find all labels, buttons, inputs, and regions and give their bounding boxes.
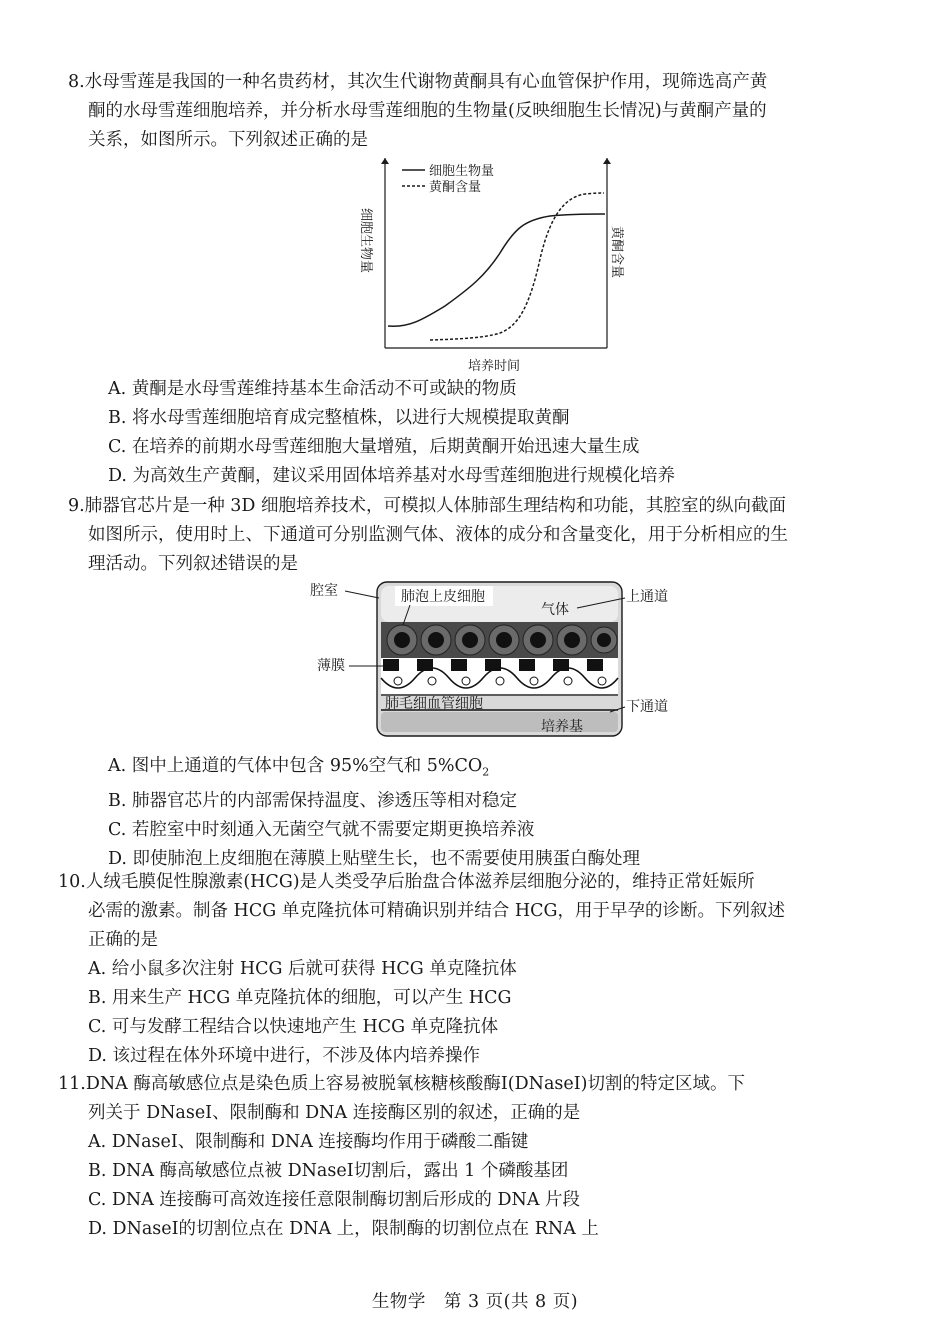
q9-option-b[interactable]: B. 肺器官芯片的内部需保持温度、渗透压等相对稳定 [108,790,517,811]
q8-legend-dashed-label: 黄酮含量 [429,180,482,195]
q11-option-c[interactable]: C. DNA 连接酶可高效连接任意限制酶切割后形成的 DNA 片段 [88,1190,581,1210]
q10-stem-line-2: 必需的激素。制备 HCG 单克隆抗体可精确识别并结合 HCG，用于早孕的诊断。下列叙述 [88,901,785,921]
q8-option-b[interactable]: B. 将水母雪莲细胞培育成完整植株，以进行大规模提取黄酮 [108,408,570,428]
q8-right-arrow [603,158,611,164]
question-10 [58,868,888,1071]
q8-option-a[interactable]: A. 黄酮是水母雪莲维持基本生命活动不可或缺的物质 [108,379,517,399]
q9-label-lower-channel: 下通道 [626,699,668,715]
page-footer: 生物学 第 3 页(共 8 页) [371,1292,579,1312]
q9-stem-line-1: 9.肺器官芯片是一种 3D 细胞培养技术，可模拟人体肺部生理结构和功能，其腔室的纵向截面 [68,496,786,516]
q8-legend-solid-label: 细胞生物量 [429,164,495,179]
question-11 [58,1070,888,1244]
q9-co2-subscript: 2 [482,765,490,779]
q10-stem-line-1: 10.人绒毛膜促性腺激素(HCG)是人类受孕后胎盘合体滋养层细胞分泌的，维持正常妊娠所 [58,872,755,892]
q11-number: 11. [58,1074,86,1094]
q10-option-a[interactable]: A. 给小鼠多次注射 HCG 后就可获得 HCG 单克隆抗体 [88,959,517,979]
q9-option-d[interactable]: D. 即使肺泡上皮细胞在薄膜上贴壁生长，也不需要使用胰蛋白酶处理 [108,848,641,869]
q9-label-upper-channel: 上通道 [626,589,668,605]
q10-number: 10. [58,872,86,892]
q11-stem-line-2: 列关于 DNaseⅠ、限制酶和 DNA 连接酶区别的叙述，正确的是 [88,1103,581,1123]
q10-option-d[interactable]: D. 该过程在体外环境中进行，不涉及体内培养操作 [88,1046,481,1066]
q8-number: 8. [68,72,85,92]
q9-label-medium: 培养基 [541,719,583,735]
q8-xlabel: 培养时间 [468,359,521,374]
q9-leader-chamber [345,591,379,598]
q8-growth-chart [350,158,624,376]
q8-left-arrow [381,158,389,164]
q9-options [88,752,888,874]
q9-lung-chip-diagram [305,578,690,740]
q9-option-a[interactable]: A. 图中上通道的气体中包含 95%空气和 $5\%CO_2$ [108,756,490,779]
q8-option-c[interactable]: C. 在培养的前期水母雪莲细胞大量增殖，后期黄酮开始迅速大量生成 [108,437,640,457]
q9-label-membrane: 薄膜 [317,658,345,674]
q10-option-c[interactable]: C. 可与发酵工程结合以快速地产生 HCG 单克隆抗体 [88,1017,499,1037]
q8-ylabel-right: 黄酮含量 [609,226,624,279]
q8-stem-line-2: 酮的水母雪莲细胞培养，并分析水母雪莲细胞的生物量(反映细胞生长情况)与黄酮产量的 [88,101,767,121]
q9-stem-line-3: 理活动。下列叙述错误的是 [88,554,298,574]
q9-label-chamber: 腔室 [310,583,338,599]
q9-label-alveolar: 肺泡上皮细胞 [401,589,485,605]
q10-stem-line-3: 正确的是 [88,930,158,950]
q8-ylabel-left: 细胞生物量 [358,208,373,274]
q8-option-d[interactable]: D. 为高效生产黄酮，建议采用固体培养基对水母雪莲细胞进行规模化培养 [108,466,676,486]
q9-label-gas: 气体 [541,602,569,618]
q8-stem-line-3: 关系，如图所示。下列叙述正确的是 [88,130,368,150]
q10-option-b[interactable]: B. 用来生产 HCG 单克隆抗体的细胞，可以产生 HCG [88,988,512,1008]
q9-stem-line-2: 如图所示，使用时上、下通道可分别监测气体、液体的成分和含量变化，用于分析相应的生 [88,525,788,545]
q8-biomass-curve [388,214,605,326]
q11-option-d[interactable]: D. DNaseⅠ的切割位点在 DNA 上，限制酶的切割位点在 RNA 上 [88,1219,599,1239]
q8-stem-line-1: 8.水母雪莲是我国的一种名贵药材，其次生代谢物黄酮具有心血管保护作用，现筛选高产黄 [68,72,768,92]
q11-option-b[interactable]: B. DNA 酶高敏感位点被 DNaseⅠ切割后，露出 1 个磷酸基团 [88,1161,569,1181]
q9-label-capillary: 肺毛细血管细胞 [385,696,483,712]
q9-option-c[interactable]: C. 若腔室中时刻通入无菌空气就不需要定期更换培养液 [108,819,535,840]
q8-options [88,375,888,491]
q11-option-a[interactable]: A. DNaseⅠ、限制酶和 DNA 连接酶均作用于磷酸二酯键 [88,1132,529,1152]
question-9 [68,492,888,579]
q11-stem-line-1: 11.DNA 酶高敏感位点是染色质上容易被脱氧核糖核酸酶Ⅰ(DNaseⅠ)切割的特定区域。下 [58,1074,745,1094]
q9-number: 9. [68,496,85,516]
question-8 [68,68,888,155]
